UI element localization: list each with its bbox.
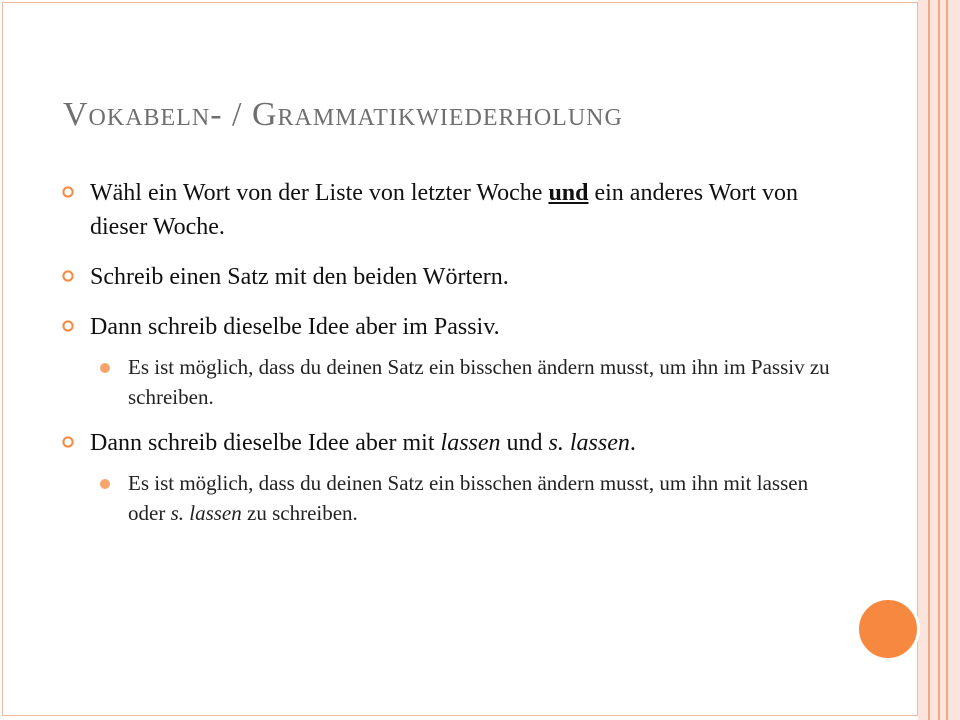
orange-circle-icon <box>856 597 920 661</box>
decorative-stripe <box>930 0 938 720</box>
bullet-text: Dann schreib dieselbe Idee aber im Passiv. <box>90 314 500 340</box>
sub-bullet-item <box>100 352 832 412</box>
filled-dot-icon <box>100 363 110 373</box>
bullet-italic-word: lassen <box>440 430 501 456</box>
bullet-item <box>62 260 832 294</box>
bullet-text: und <box>500 430 549 456</box>
sub-bullet-text: Es ist möglich, dass du deinen Satz ein bisschen ändern musst, um ihn mit lassen oder <box>128 471 809 525</box>
circle-outline-icon <box>62 320 74 332</box>
sub-bullet-text: zu schreiben. <box>241 501 358 525</box>
bullet-item <box>62 426 832 460</box>
circle-outline-icon <box>62 270 74 282</box>
bullet-item <box>62 310 832 344</box>
bullet-item <box>62 176 832 244</box>
circle-outline-icon <box>62 186 74 198</box>
decorative-stripe <box>918 0 928 720</box>
bullet-text: . <box>629 430 636 456</box>
bullet-underlined-word: und <box>548 180 589 206</box>
circle-outline-icon <box>62 436 74 448</box>
decorative-stripe <box>948 0 960 720</box>
bullet-text: ein anderes Wort von dieser Woche. <box>90 180 799 240</box>
slide-title: Vokabeln- / Grammatikwiederholung <box>63 96 623 133</box>
sub-bullet-italic-word: s. lassen <box>170 501 242 525</box>
bullet-text: Dann schreib dieselbe Idee aber mit <box>90 430 441 456</box>
bullet-text: Wähl ein Wort von der Liste von letzter Woche <box>90 180 549 206</box>
bullet-text: Schreib einen Satz mit den beiden Wörtern. <box>90 264 509 290</box>
sub-bullet-item <box>100 468 832 528</box>
bullet-italic-word: s. lassen <box>548 430 630 456</box>
filled-dot-icon <box>100 479 110 489</box>
bullet-list <box>62 176 832 542</box>
sub-bullet-text: Es ist möglich, dass du deinen Satz ein bisschen ändern musst, um ihn im Passiv zu schreiben. <box>128 355 830 409</box>
